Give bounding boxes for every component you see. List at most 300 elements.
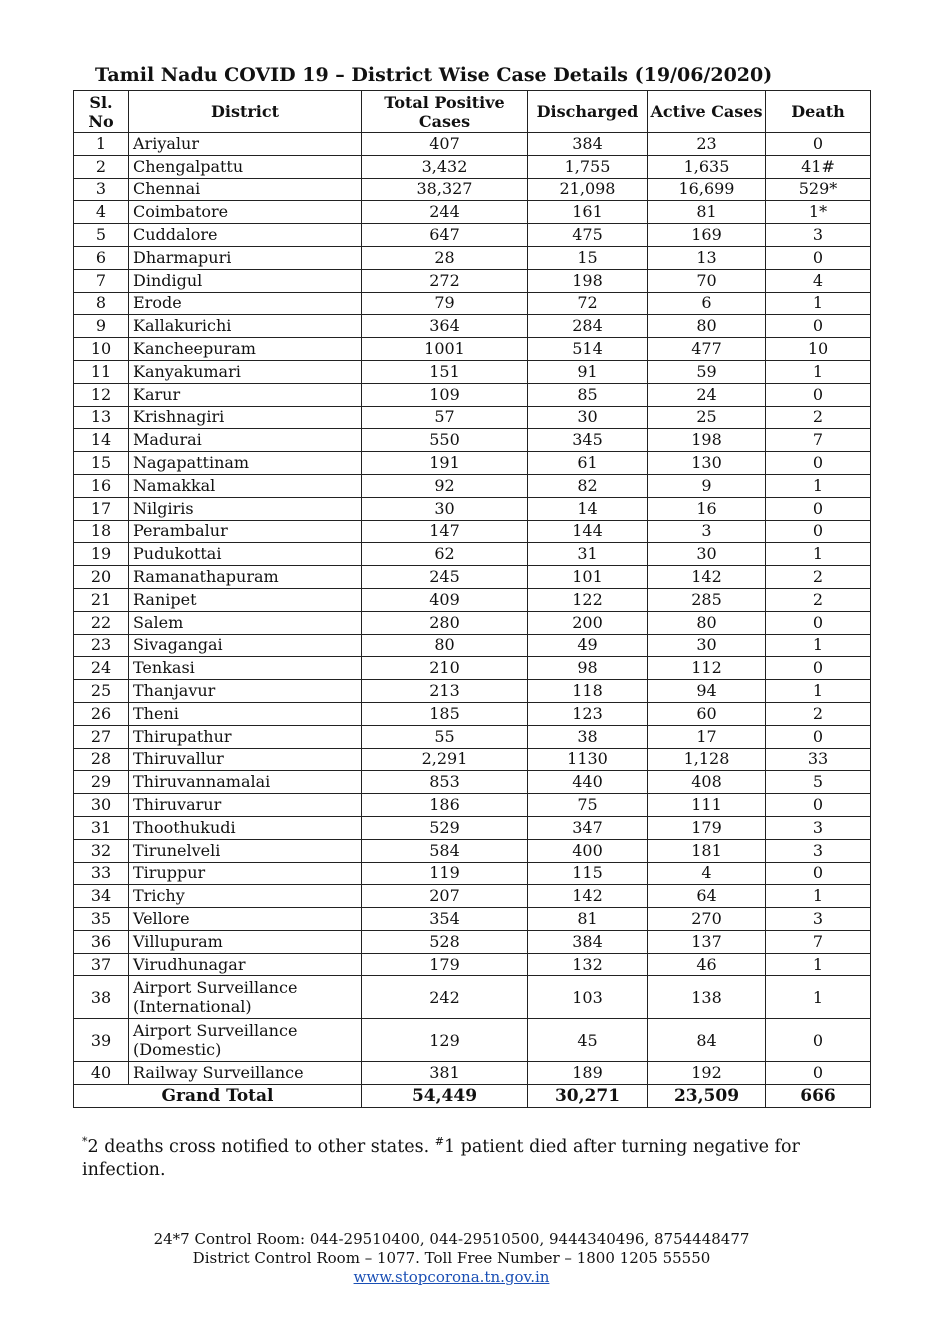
cell-death: 4 <box>766 269 871 292</box>
cell-active: 169 <box>648 224 766 247</box>
cell-discharged: 122 <box>528 588 648 611</box>
cell-sl-no: 31 <box>74 816 129 839</box>
cell-district: Airport Surveillance (Domestic) <box>129 1019 362 1062</box>
cell-active: 477 <box>648 338 766 361</box>
cell-discharged: 400 <box>528 839 648 862</box>
cell-total-positive: 129 <box>362 1019 528 1062</box>
table-row <box>74 429 871 452</box>
cell-active: 270 <box>648 908 766 931</box>
district-case-table <box>73 90 871 1108</box>
table-header-row <box>74 91 871 133</box>
cell-active: 60 <box>648 702 766 725</box>
cell-death: 1 <box>766 634 871 657</box>
cell-district: Namakkal <box>129 474 362 497</box>
cell-active: 81 <box>648 201 766 224</box>
cell-discharged: 91 <box>528 360 648 383</box>
cell-district: Nagapattinam <box>129 452 362 475</box>
cell-active: 13 <box>648 246 766 269</box>
cell-death: 3 <box>766 908 871 931</box>
cell-total-positive: 242 <box>362 976 528 1019</box>
cell-total-positive: 186 <box>362 794 528 817</box>
cell-active: 30 <box>648 543 766 566</box>
cell-sl-no: 20 <box>74 566 129 589</box>
cell-discharged: 61 <box>528 452 648 475</box>
cell-discharged: 72 <box>528 292 648 315</box>
cell-total-positive: 80 <box>362 634 528 657</box>
cell-death: 0 <box>766 657 871 680</box>
cell-sl-no: 9 <box>74 315 129 338</box>
table-row <box>74 566 871 589</box>
cell-death: 0 <box>766 611 871 634</box>
cell-discharged: 1,755 <box>528 155 648 178</box>
cell-sl-no: 25 <box>74 680 129 703</box>
cell-discharged: 98 <box>528 657 648 680</box>
cell-active: 1,635 <box>648 155 766 178</box>
table-row <box>74 474 871 497</box>
cell-death: 0 <box>766 497 871 520</box>
cell-total-positive: 210 <box>362 657 528 680</box>
cell-active: 1,128 <box>648 748 766 771</box>
cell-district: Krishnagiri <box>129 406 362 429</box>
cell-active: 198 <box>648 429 766 452</box>
header-sl-no: Sl. No <box>74 91 129 133</box>
cell-discharged: 103 <box>528 976 648 1019</box>
cell-active: 30 <box>648 634 766 657</box>
header-death: Death <box>766 91 871 133</box>
page-title: Tamil Nadu COVID 19 – District Wise Case Details (19/06/2020) <box>95 64 773 86</box>
table-row <box>74 771 871 794</box>
cell-sl-no: 33 <box>74 862 129 885</box>
cell-death: 0 <box>766 315 871 338</box>
cell-sl-no: 11 <box>74 360 129 383</box>
cell-discharged: 1130 <box>528 748 648 771</box>
grand-total-death: 666 <box>766 1085 871 1108</box>
cell-total-positive: 280 <box>362 611 528 634</box>
cell-total-positive: 92 <box>362 474 528 497</box>
cell-total-positive: 245 <box>362 566 528 589</box>
cell-death: 1 <box>766 953 871 976</box>
cell-active: 24 <box>648 383 766 406</box>
cell-active: 285 <box>648 588 766 611</box>
cell-sl-no: 21 <box>74 588 129 611</box>
cell-district: Thoothukudi <box>129 816 362 839</box>
cell-district: Kallakurichi <box>129 315 362 338</box>
cell-death: 1 <box>766 543 871 566</box>
table-row <box>74 292 871 315</box>
cell-active: 84 <box>648 1019 766 1062</box>
grand-total-discharged: 30,271 <box>528 1085 648 1108</box>
cell-total-positive: 529 <box>362 816 528 839</box>
cell-death: 0 <box>766 383 871 406</box>
cell-active: 9 <box>648 474 766 497</box>
cell-sl-no: 40 <box>74 1062 129 1085</box>
cell-death: 0 <box>766 246 871 269</box>
cell-total-positive: 1001 <box>362 338 528 361</box>
table-row <box>74 885 871 908</box>
cell-death: 1 <box>766 680 871 703</box>
cell-active: 3 <box>648 520 766 543</box>
cell-discharged: 82 <box>528 474 648 497</box>
table-row <box>74 748 871 771</box>
cell-discharged: 142 <box>528 885 648 908</box>
cell-sl-no: 13 <box>74 406 129 429</box>
cell-death: 3 <box>766 839 871 862</box>
table-row <box>74 543 871 566</box>
cell-death: 0 <box>766 862 871 885</box>
cell-discharged: 115 <box>528 862 648 885</box>
cell-sl-no: 27 <box>74 725 129 748</box>
cell-total-positive: 853 <box>362 771 528 794</box>
cell-total-positive: 550 <box>362 429 528 452</box>
cell-total-positive: 2,291 <box>362 748 528 771</box>
cell-sl-no: 4 <box>74 201 129 224</box>
cell-sl-no: 24 <box>74 657 129 680</box>
cell-active: 181 <box>648 839 766 862</box>
cell-death: 41# <box>766 155 871 178</box>
cell-discharged: 161 <box>528 201 648 224</box>
cell-death: 3 <box>766 224 871 247</box>
cell-total-positive: 57 <box>362 406 528 429</box>
table-row <box>74 383 871 406</box>
cell-sl-no: 39 <box>74 1019 129 1062</box>
cell-death: 1 <box>766 885 871 908</box>
table-row <box>74 816 871 839</box>
cell-death: 10 <box>766 338 871 361</box>
cell-sl-no: 16 <box>74 474 129 497</box>
cell-discharged: 15 <box>528 246 648 269</box>
table-row <box>74 1019 871 1062</box>
cell-active: 137 <box>648 930 766 953</box>
cell-district: Tiruppur <box>129 862 362 885</box>
grand-total-label: Grand Total <box>74 1085 362 1108</box>
table-row <box>74 1062 871 1085</box>
cell-total-positive: 381 <box>362 1062 528 1085</box>
cell-total-positive: 407 <box>362 133 528 156</box>
cell-active: 6 <box>648 292 766 315</box>
cell-sl-no: 38 <box>74 976 129 1019</box>
cell-total-positive: 151 <box>362 360 528 383</box>
cell-district: Coimbatore <box>129 201 362 224</box>
cell-district: Ranipet <box>129 588 362 611</box>
cell-discharged: 49 <box>528 634 648 657</box>
cell-total-positive: 147 <box>362 520 528 543</box>
cell-total-positive: 244 <box>362 201 528 224</box>
header-total-positive: Total Positive Cases <box>362 91 528 133</box>
cell-active: 94 <box>648 680 766 703</box>
cell-district: Villupuram <box>129 930 362 953</box>
footnote-star-mark: * <box>82 1135 88 1148</box>
cell-discharged: 345 <box>528 429 648 452</box>
cell-sl-no: 35 <box>74 908 129 931</box>
table-row <box>74 315 871 338</box>
contact-info <box>0 1230 903 1287</box>
cell-death: 0 <box>766 725 871 748</box>
cell-active: 16 <box>648 497 766 520</box>
table-row <box>74 794 871 817</box>
cell-active: 46 <box>648 953 766 976</box>
district-control-room-line: District Control Room – 1077. Toll Free Number – 1800 1205 55550 <box>192 1249 711 1267</box>
cell-district: Thiruvallur <box>129 748 362 771</box>
cell-total-positive: 213 <box>362 680 528 703</box>
cell-sl-no: 18 <box>74 520 129 543</box>
cell-total-positive: 647 <box>362 224 528 247</box>
cell-district: Theni <box>129 702 362 725</box>
cell-active: 70 <box>648 269 766 292</box>
cell-death: 529* <box>766 178 871 201</box>
cell-sl-no: 2 <box>74 155 129 178</box>
cell-active: 112 <box>648 657 766 680</box>
cell-total-positive: 207 <box>362 885 528 908</box>
cell-death: 7 <box>766 429 871 452</box>
cell-sl-no: 30 <box>74 794 129 817</box>
cell-total-positive: 409 <box>362 588 528 611</box>
cell-active: 130 <box>648 452 766 475</box>
cell-district: Trichy <box>129 885 362 908</box>
cell-discharged: 30 <box>528 406 648 429</box>
table-row <box>74 269 871 292</box>
cell-sl-no: 6 <box>74 246 129 269</box>
table-row <box>74 657 871 680</box>
cell-death: 2 <box>766 702 871 725</box>
cell-sl-no: 29 <box>74 771 129 794</box>
cell-discharged: 81 <box>528 908 648 931</box>
cell-death: 1 <box>766 360 871 383</box>
cell-sl-no: 5 <box>74 224 129 247</box>
cell-district: Erode <box>129 292 362 315</box>
cell-active: 142 <box>648 566 766 589</box>
cell-district: Cuddalore <box>129 224 362 247</box>
cell-discharged: 38 <box>528 725 648 748</box>
footnote <box>82 1130 842 1182</box>
footnote-star-text: 2 deaths cross notified to other states. <box>87 1136 430 1157</box>
cell-total-positive: 191 <box>362 452 528 475</box>
grand-total-active: 23,509 <box>648 1085 766 1108</box>
cell-total-positive: 109 <box>362 383 528 406</box>
cell-district: Airport Surveillance (International) <box>129 976 362 1019</box>
cell-discharged: 132 <box>528 953 648 976</box>
cell-district: Chengalpattu <box>129 155 362 178</box>
cell-sl-no: 34 <box>74 885 129 908</box>
control-room-line: 24*7 Control Room: 044-29510400, 044-29510500, 9444340496, 8754448477 <box>153 1230 750 1248</box>
cell-district: Kanyakumari <box>129 360 362 383</box>
cell-active: 4 <box>648 862 766 885</box>
cell-active: 23 <box>648 133 766 156</box>
cell-sl-no: 1 <box>74 133 129 156</box>
cell-district: Chennai <box>129 178 362 201</box>
cell-death: 1* <box>766 201 871 224</box>
cell-total-positive: 30 <box>362 497 528 520</box>
cell-death: 0 <box>766 1019 871 1062</box>
cell-sl-no: 36 <box>74 930 129 953</box>
table-row <box>74 588 871 611</box>
cell-district: Kancheepuram <box>129 338 362 361</box>
table-row <box>74 201 871 224</box>
cell-district: Thiruvarur <box>129 794 362 817</box>
table-row <box>74 862 871 885</box>
footnote-hash-text: 1 patient died after turning negative for infection. <box>82 1136 800 1180</box>
cell-active: 17 <box>648 725 766 748</box>
cell-discharged: 189 <box>528 1062 648 1085</box>
cell-sl-no: 37 <box>74 953 129 976</box>
cell-discharged: 347 <box>528 816 648 839</box>
cell-active: 25 <box>648 406 766 429</box>
table-row <box>74 930 871 953</box>
cell-discharged: 384 <box>528 930 648 953</box>
table-row <box>74 702 871 725</box>
cell-total-positive: 272 <box>362 269 528 292</box>
cell-district: Nilgiris <box>129 497 362 520</box>
cell-sl-no: 26 <box>74 702 129 725</box>
cell-discharged: 14 <box>528 497 648 520</box>
cell-discharged: 144 <box>528 520 648 543</box>
cell-death: 2 <box>766 406 871 429</box>
cell-sl-no: 23 <box>74 634 129 657</box>
cell-death: 7 <box>766 930 871 953</box>
table-row <box>74 155 871 178</box>
cell-discharged: 45 <box>528 1019 648 1062</box>
table-row <box>74 976 871 1019</box>
table-row <box>74 452 871 475</box>
cell-discharged: 514 <box>528 338 648 361</box>
cell-death: 3 <box>766 816 871 839</box>
cell-district: Tirunelveli <box>129 839 362 862</box>
cell-district: Madurai <box>129 429 362 452</box>
table-row <box>74 611 871 634</box>
cell-discharged: 75 <box>528 794 648 817</box>
cell-death: 0 <box>766 794 871 817</box>
cell-sl-no: 12 <box>74 383 129 406</box>
cell-sl-no: 28 <box>74 748 129 771</box>
cell-discharged: 440 <box>528 771 648 794</box>
cell-district: Ramanathapuram <box>129 566 362 589</box>
cell-active: 111 <box>648 794 766 817</box>
cell-district: Salem <box>129 611 362 634</box>
cell-sl-no: 3 <box>74 178 129 201</box>
grand-total-row <box>74 1085 871 1108</box>
cell-discharged: 31 <box>528 543 648 566</box>
table-row <box>74 497 871 520</box>
cell-total-positive: 528 <box>362 930 528 953</box>
cell-total-positive: 62 <box>362 543 528 566</box>
cell-discharged: 118 <box>528 680 648 703</box>
cell-district: Dharmapuri <box>129 246 362 269</box>
cell-sl-no: 15 <box>74 452 129 475</box>
header-discharged: Discharged <box>528 91 648 133</box>
table-row <box>74 178 871 201</box>
cell-district: Dindigul <box>129 269 362 292</box>
cell-sl-no: 7 <box>74 269 129 292</box>
table-row <box>74 908 871 931</box>
cell-discharged: 85 <box>528 383 648 406</box>
footnote-hash-mark: # <box>434 1135 444 1148</box>
cell-active: 408 <box>648 771 766 794</box>
cell-district: Perambalur <box>129 520 362 543</box>
cell-discharged: 21,098 <box>528 178 648 201</box>
cell-death: 5 <box>766 771 871 794</box>
cell-district: Thanjavur <box>129 680 362 703</box>
cell-discharged: 123 <box>528 702 648 725</box>
cell-district: Karur <box>129 383 362 406</box>
table-row <box>74 953 871 976</box>
table-row <box>74 839 871 862</box>
cell-sl-no: 10 <box>74 338 129 361</box>
cell-district: Sivagangai <box>129 634 362 657</box>
cell-district: Virudhunagar <box>129 953 362 976</box>
cell-district: Thiruvannamalai <box>129 771 362 794</box>
cell-discharged: 101 <box>528 566 648 589</box>
cell-death: 2 <box>766 588 871 611</box>
cell-total-positive: 55 <box>362 725 528 748</box>
website-link[interactable]: www.stopcorona.tn.gov.in <box>353 1268 550 1286</box>
table-body <box>74 133 871 1085</box>
cell-district: Railway Surveillance <box>129 1062 362 1085</box>
cell-discharged: 475 <box>528 224 648 247</box>
cell-active: 16,699 <box>648 178 766 201</box>
table-row <box>74 133 871 156</box>
table-row <box>74 338 871 361</box>
header-active: Active Cases <box>648 91 766 133</box>
cell-active: 179 <box>648 816 766 839</box>
cell-total-positive: 3,432 <box>362 155 528 178</box>
cell-death: 33 <box>766 748 871 771</box>
cell-sl-no: 19 <box>74 543 129 566</box>
cell-sl-no: 17 <box>74 497 129 520</box>
table-row <box>74 680 871 703</box>
cell-total-positive: 28 <box>362 246 528 269</box>
cell-death: 1 <box>766 976 871 1019</box>
cell-discharged: 200 <box>528 611 648 634</box>
cell-discharged: 384 <box>528 133 648 156</box>
table-row <box>74 725 871 748</box>
cell-sl-no: 32 <box>74 839 129 862</box>
cell-active: 138 <box>648 976 766 1019</box>
cell-sl-no: 8 <box>74 292 129 315</box>
cell-total-positive: 185 <box>362 702 528 725</box>
table-row <box>74 360 871 383</box>
table-row <box>74 246 871 269</box>
cell-district: Pudukottai <box>129 543 362 566</box>
cell-active: 80 <box>648 611 766 634</box>
cell-sl-no: 14 <box>74 429 129 452</box>
cell-total-positive: 584 <box>362 839 528 862</box>
table-row <box>74 520 871 543</box>
cell-death: 0 <box>766 452 871 475</box>
cell-discharged: 284 <box>528 315 648 338</box>
cell-discharged: 198 <box>528 269 648 292</box>
cell-sl-no: 22 <box>74 611 129 634</box>
cell-death: 0 <box>766 1062 871 1085</box>
cell-district: Vellore <box>129 908 362 931</box>
cell-total-positive: 38,327 <box>362 178 528 201</box>
header-district: District <box>129 91 362 133</box>
cell-district: Tenkasi <box>129 657 362 680</box>
table-row <box>74 224 871 247</box>
cell-active: 192 <box>648 1062 766 1085</box>
cell-active: 64 <box>648 885 766 908</box>
cell-total-positive: 364 <box>362 315 528 338</box>
cell-active: 80 <box>648 315 766 338</box>
cell-death: 0 <box>766 133 871 156</box>
cell-total-positive: 79 <box>362 292 528 315</box>
cell-total-positive: 354 <box>362 908 528 931</box>
cell-district: Ariyalur <box>129 133 362 156</box>
cell-active: 59 <box>648 360 766 383</box>
grand-total-positive: 54,449 <box>362 1085 528 1108</box>
table-row <box>74 634 871 657</box>
cell-total-positive: 179 <box>362 953 528 976</box>
cell-death: 2 <box>766 566 871 589</box>
cell-death: 1 <box>766 474 871 497</box>
